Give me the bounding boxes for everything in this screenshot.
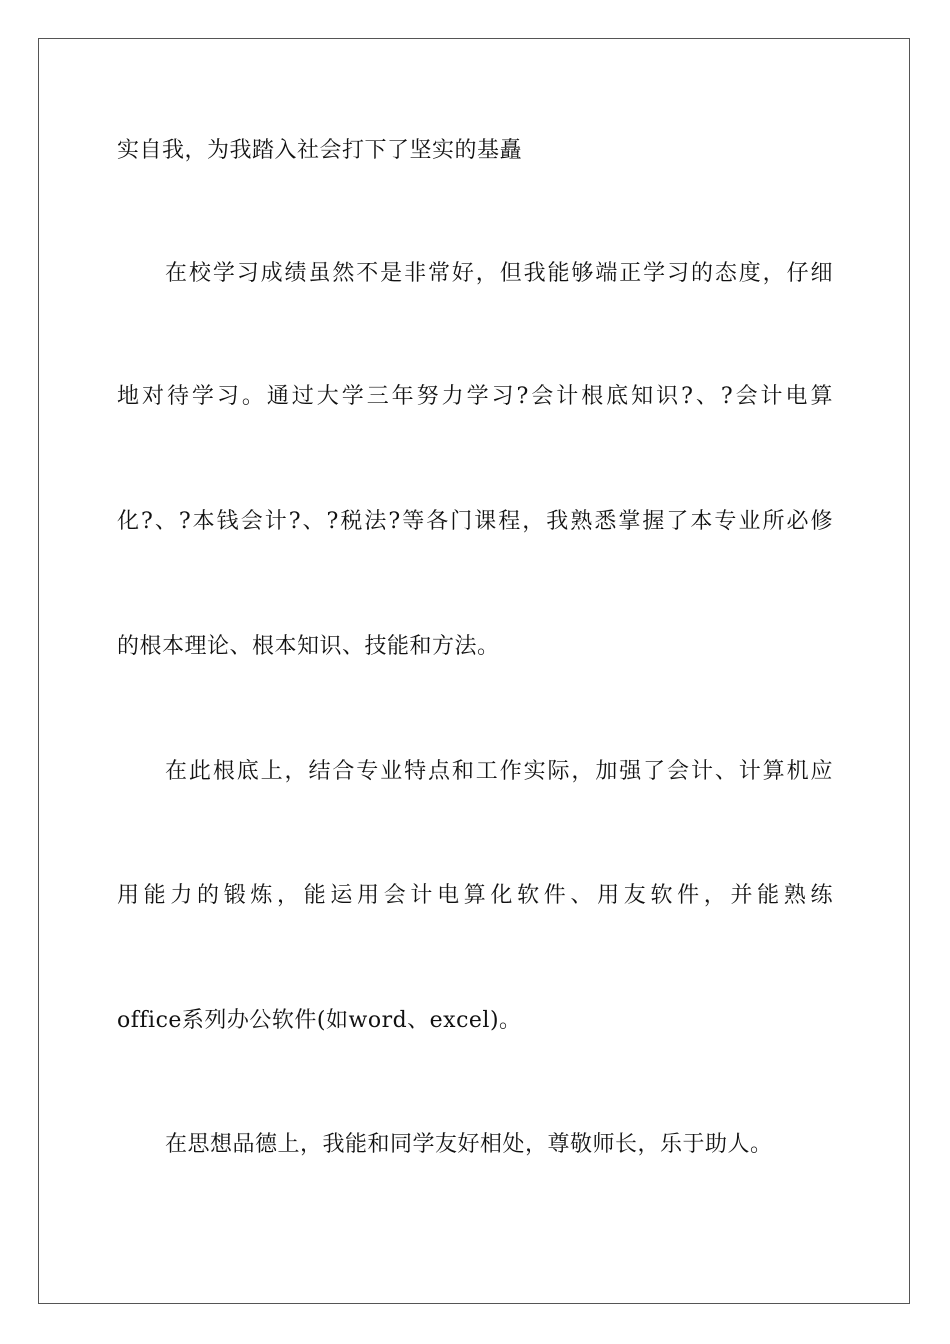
text-line-4: 化?、?本钱会计?、?税法?等各门课程，我熟悉掌握了本专业所必修 (117, 509, 833, 534)
text-line-7: 用能力的锻炼，能运用会计电算化软件、用友软件，并能熟练 (117, 883, 833, 908)
text-line-1: 实自我，为我踏入社会打下了坚实的基矗 (117, 138, 523, 163)
text-line-5: 的根本理论、根本知识、技能和方法。 (117, 634, 500, 659)
paragraph-start-line: 在思想品德上，我能和同学友好相处，尊敬师长，乐于助人。 (165, 1132, 773, 1157)
text-line-8: office系列办公软件(如word、excel)。 (117, 1008, 522, 1033)
paragraph-start-line: 在此根底上，结合专业特点和工作实际，加强了会计、计算机应 (165, 759, 833, 784)
text-line-3: 地对待学习。通过大学三年努力学习?会计根底知识?、?会计电算 (117, 384, 833, 409)
paragraph-start-line: 在校学习成绩虽然不是非常好，但我能够端正学习的态度，仔细 (165, 261, 833, 286)
page-border (38, 38, 910, 1304)
